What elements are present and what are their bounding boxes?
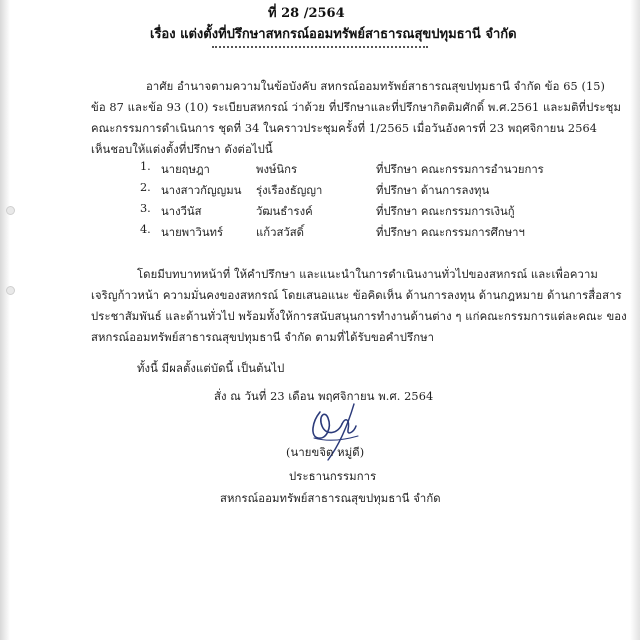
intro-line-3: คณะกรรมการดำเนินการ ชุดที่ 34 ในคราวประชุมครั้งที่ 1/2565 เมื่อวันอังคารที่ 23 พฤศจิกายน 2564 [91, 122, 598, 135]
signatory-organization: สหกรณ์ออมทรัพย์สาธารณสุขปทุมธานี จำกัด [220, 492, 441, 505]
order-date: สั่ง ณ วันที่ 23 เดือน พฤศจิกายน พ.ศ. 2564 [214, 390, 434, 403]
order-subject: เรื่อง แต่งตั้งที่ปรึกษาสหกรณ์ออมทรัพย์สาธารณสุขปทุมธานี จำกัด [150, 27, 517, 42]
punch-hole [6, 206, 15, 215]
scan-edge-left [0, 0, 10, 640]
advisor-first-name: นายฤษฎา [161, 163, 210, 176]
advisor-role: ที่ปรึกษา คณะกรรมการศึกษาฯ [376, 226, 525, 239]
intro-line-2: ข้อ 87 และข้อ 93 (10) ระเบียบสหกรณ์ ว่าด้วย ที่ปรึกษาและที่ปรึกษากิตติมศักดิ์ พ.ศ.2561 และมติที่ประชุม [91, 101, 621, 114]
scan-edge-right [630, 0, 640, 640]
advisor-last-name: แก้วสวัสดิ์ [256, 226, 304, 239]
advisor-first-name: นางวีนัส [161, 205, 202, 218]
advisor-last-name: พงษ์นิกร [256, 163, 298, 176]
advisor-role: ที่ปรึกษา ด้านการลงทุน [376, 184, 490, 197]
advisor-role: ที่ปรึกษา คณะกรรมการเงินกู้ [376, 205, 515, 218]
effective-clause: ทั้งนี้ มีผลตั้งแต่บัดนี้ เป็นต้นไป [137, 362, 285, 375]
duties-line-2: เจริญก้าวหน้า ความมั่นคงของสหกรณ์ โดยเสนอแนะ ข้อคิดเห็น ด้านการลงทุน ด้านกฎหมาย ด้านการสื่อสาร [91, 289, 622, 302]
advisor-first-name: นางสาวกัญญมน [161, 184, 242, 197]
duties-line-3: ประชาสัมพันธ์ และด้านทั่วไป พร้อมทั้งให้การสนับสนุนการทำงานด้านต่าง ๆ แก่คณะกรรมการแต่ละคณะ ของ [91, 310, 627, 323]
intro-line-4: เห็นชอบให้แต่งตั้งที่ปรึกษา ดังต่อไปนี้ [91, 143, 273, 156]
signatory-name: (นายขจิต หมู่ดี) [286, 446, 365, 459]
advisor-number: 1. [140, 160, 151, 173]
signatory-position: ประธานกรรมการ [289, 470, 377, 483]
header-divider [212, 46, 428, 48]
advisor-number: 4. [140, 223, 151, 236]
advisor-number: 2. [140, 181, 151, 194]
advisor-first-name: นายพาวินทร์ [161, 226, 224, 239]
order-number: ที่ 28 /2564 [268, 6, 345, 21]
advisor-role: ที่ปรึกษา คณะกรรมการอำนวยการ [376, 163, 544, 176]
intro-line-1: อาศัย อำนาจตามความในข้อบังคับ สหกรณ์ออมทรัพย์สาธารณสุขปทุมธานี จำกัด ข้อ 65 (15) [146, 80, 606, 93]
punch-hole [6, 286, 15, 295]
advisor-last-name: รุ่งเรืองธัญญา [256, 184, 323, 197]
advisor-number: 3. [140, 202, 151, 215]
duties-line-4: สหกรณ์ออมทรัพย์สาธารณสุขปทุมธานี จำกัด ตามที่ได้รับขอคำปรึกษา [91, 331, 435, 344]
advisor-last-name: วัฒนธำรงค์ [256, 205, 313, 218]
duties-line-1: โดยมีบทบาทหน้าที่ ให้คำปรึกษา และแนะนำในการดำเนินงานทั่วไปของสหกรณ์ และเพื่อความ [137, 268, 598, 281]
